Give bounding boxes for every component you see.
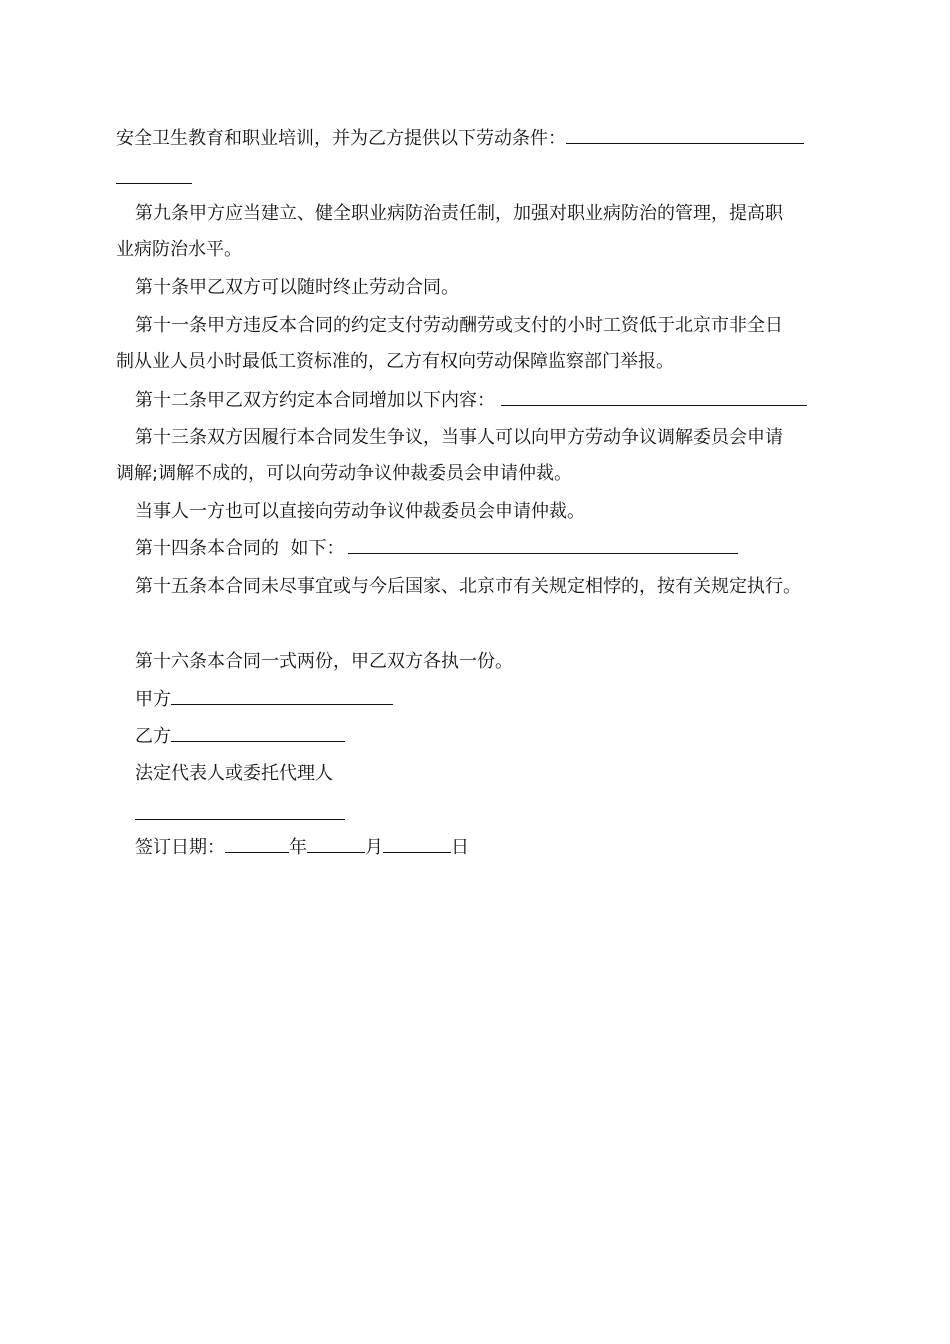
- signing-date-label: 签订日期：: [135, 837, 225, 858]
- text-line-1: [116, 127, 804, 151]
- party-a-label: 甲方: [135, 689, 171, 710]
- text-line-5: 第十一条甲方违反本合同的约定支付劳动酬劳或支付的小时工资低于北京市非全日: [135, 315, 783, 336]
- line-1-text: 安全卫生教育和职业培训，并为乙方提供以下劳动条件：: [116, 128, 566, 149]
- text-line-2: 第九条甲方应当建立、健全职业病防治责任制，加强对职业病防治的管理，提高职: [135, 203, 783, 224]
- text-line-13: 第十六条本合同一式两份，甲乙双方各执一份。: [135, 651, 513, 672]
- blank-month: [307, 836, 365, 853]
- text-line-10: 当事人一方也可以直接向劳动争议仲裁委员会申请仲裁。: [135, 501, 585, 522]
- blank-party-a: [171, 688, 393, 705]
- day-label: 日: [451, 837, 469, 858]
- blank-labor-conditions-cont: [116, 167, 192, 184]
- blank-year: [225, 836, 289, 853]
- text-line-8: 第十三条双方因履行本合同发生争议，当事人可以向甲方劳动争议调解委员会申请: [135, 427, 783, 448]
- text-line-9: 调解;调解不成的，可以向劳动争议仲裁委员会申请仲裁。: [116, 463, 573, 484]
- month-label: 月: [365, 837, 383, 858]
- signing-date-line: [135, 836, 469, 860]
- text-line-6: 制从业人员小时最低工资标准的，乙方有权向劳动保障监察部门举报。: [116, 351, 674, 372]
- line-7-text: 第十二条甲乙双方约定本合同增加以下内容：: [135, 390, 495, 411]
- party-b-line: [135, 725, 345, 749]
- blank-article-fourteen: [348, 537, 738, 554]
- blank-legal-representative: [135, 803, 345, 820]
- blank-party-b: [171, 725, 345, 742]
- text-line-12: 第十五条本合同未尽事宜或与今后国家、北京市有关规定相悖的，按有关规定执行。: [135, 576, 801, 597]
- text-line-4: 第十条甲乙双方可以随时终止劳动合同。: [135, 277, 459, 298]
- party-b-label: 乙方: [135, 726, 171, 747]
- blank-additional-content: [501, 389, 807, 406]
- blank-labor-conditions: [566, 127, 804, 144]
- text-line-7: [135, 389, 807, 413]
- text-line-11: [135, 537, 738, 561]
- party-a-line: [135, 688, 393, 712]
- legal-representative-label: 法定代表人或委托代理人: [135, 763, 333, 784]
- line-11-text: 第十四条本合同的 如下：: [135, 538, 345, 559]
- blank-day: [383, 836, 451, 853]
- text-line-3: 业病防治水平。: [116, 239, 242, 260]
- year-label: 年: [289, 837, 307, 858]
